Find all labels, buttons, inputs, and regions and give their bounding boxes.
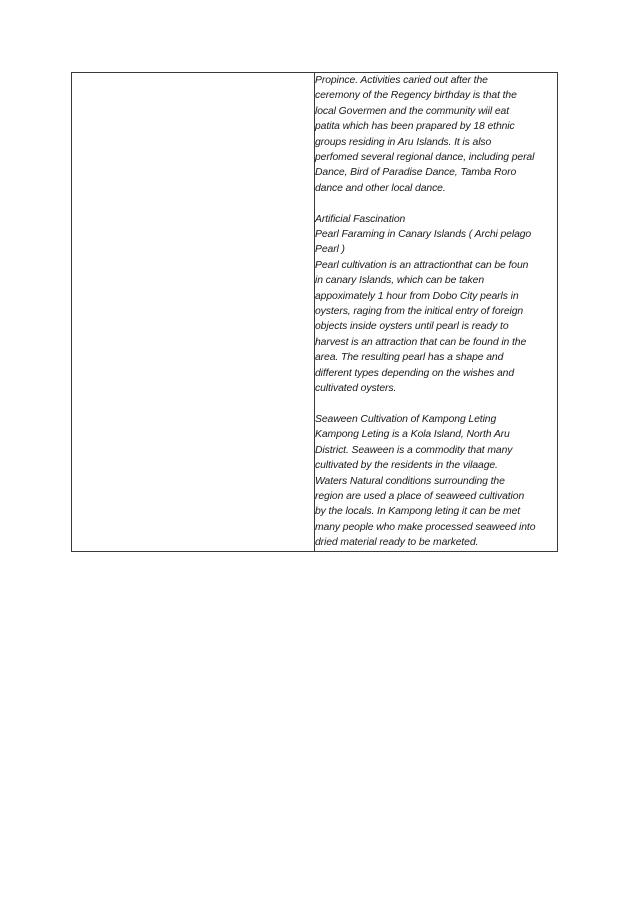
- section-heading: Artificial Fascination: [315, 213, 406, 225]
- text-line: groups residing in Aru Islands. It is also: [315, 136, 492, 148]
- table-cell-left: [72, 73, 315, 552]
- cell-text-block: [315, 73, 557, 551]
- section-heading: Seaween Cultivation of Kampong Leting: [315, 413, 497, 425]
- text-line: appoximately 1 hour from Dobo City pearls in: [315, 290, 519, 302]
- text-line: patita which has been prapared by 18 ethnic: [315, 121, 515, 133]
- text-line: area. The resulting pearl has a shape and: [315, 352, 504, 364]
- content-table: [71, 72, 558, 552]
- paragraph-regency-birthday: [315, 73, 557, 196]
- text-line: District. Seaween is a commodity that many: [315, 444, 513, 456]
- text-line: objects inside oysters until pearl is ready to: [315, 321, 509, 333]
- text-line: cultivated oysters.: [315, 383, 397, 395]
- text-line: in canary Islands, which can be taken: [315, 275, 484, 287]
- table-row: [72, 73, 558, 552]
- text-line: Dance, Bird of Paradise Dance, Tamba Roro: [315, 167, 517, 179]
- text-line: harvest is an attraction that can be found in the: [315, 336, 527, 348]
- text-line: Waters Natural conditions surrounding the: [315, 475, 505, 487]
- text-line: dried material ready to be marketed.: [315, 537, 479, 549]
- paragraph-seaweed-cultivation: [315, 412, 557, 551]
- table-cell-right: [315, 73, 558, 552]
- text-line: dance and other local dance.: [315, 182, 446, 194]
- text-line: oysters, raging from the initical entry of foreign: [315, 306, 524, 318]
- text-line: region are used a place of seaweed cultivation: [315, 490, 525, 502]
- text-line: by the locals. In Kampong leting it can be met: [315, 506, 521, 518]
- text-line: Propince. Activities caried out after the: [315, 75, 488, 86]
- text-line: different types depending on the wishes and: [315, 367, 515, 379]
- text-line: Pearl Faraming in Canary Islands ( Archi pelago: [315, 229, 532, 241]
- text-line: perfomed several regional dance, including peral: [315, 152, 535, 164]
- text-line: cultivated by the residents in the vilaage.: [315, 460, 498, 472]
- text-line: Pearl cultivation is an attractionthat can be foun: [315, 259, 529, 271]
- text-line: many people who make processed seaweed into: [315, 521, 536, 533]
- text-line: ceremony of the Regency birthday is that the: [315, 90, 517, 102]
- text-line: Pearl ): [315, 244, 345, 256]
- text-line: local Govermen and the community wiil eat: [315, 105, 509, 117]
- text-line: Kampong Leting is a Kola Island, North Aru: [315, 429, 510, 441]
- paragraph-pearl-farming: [315, 212, 557, 397]
